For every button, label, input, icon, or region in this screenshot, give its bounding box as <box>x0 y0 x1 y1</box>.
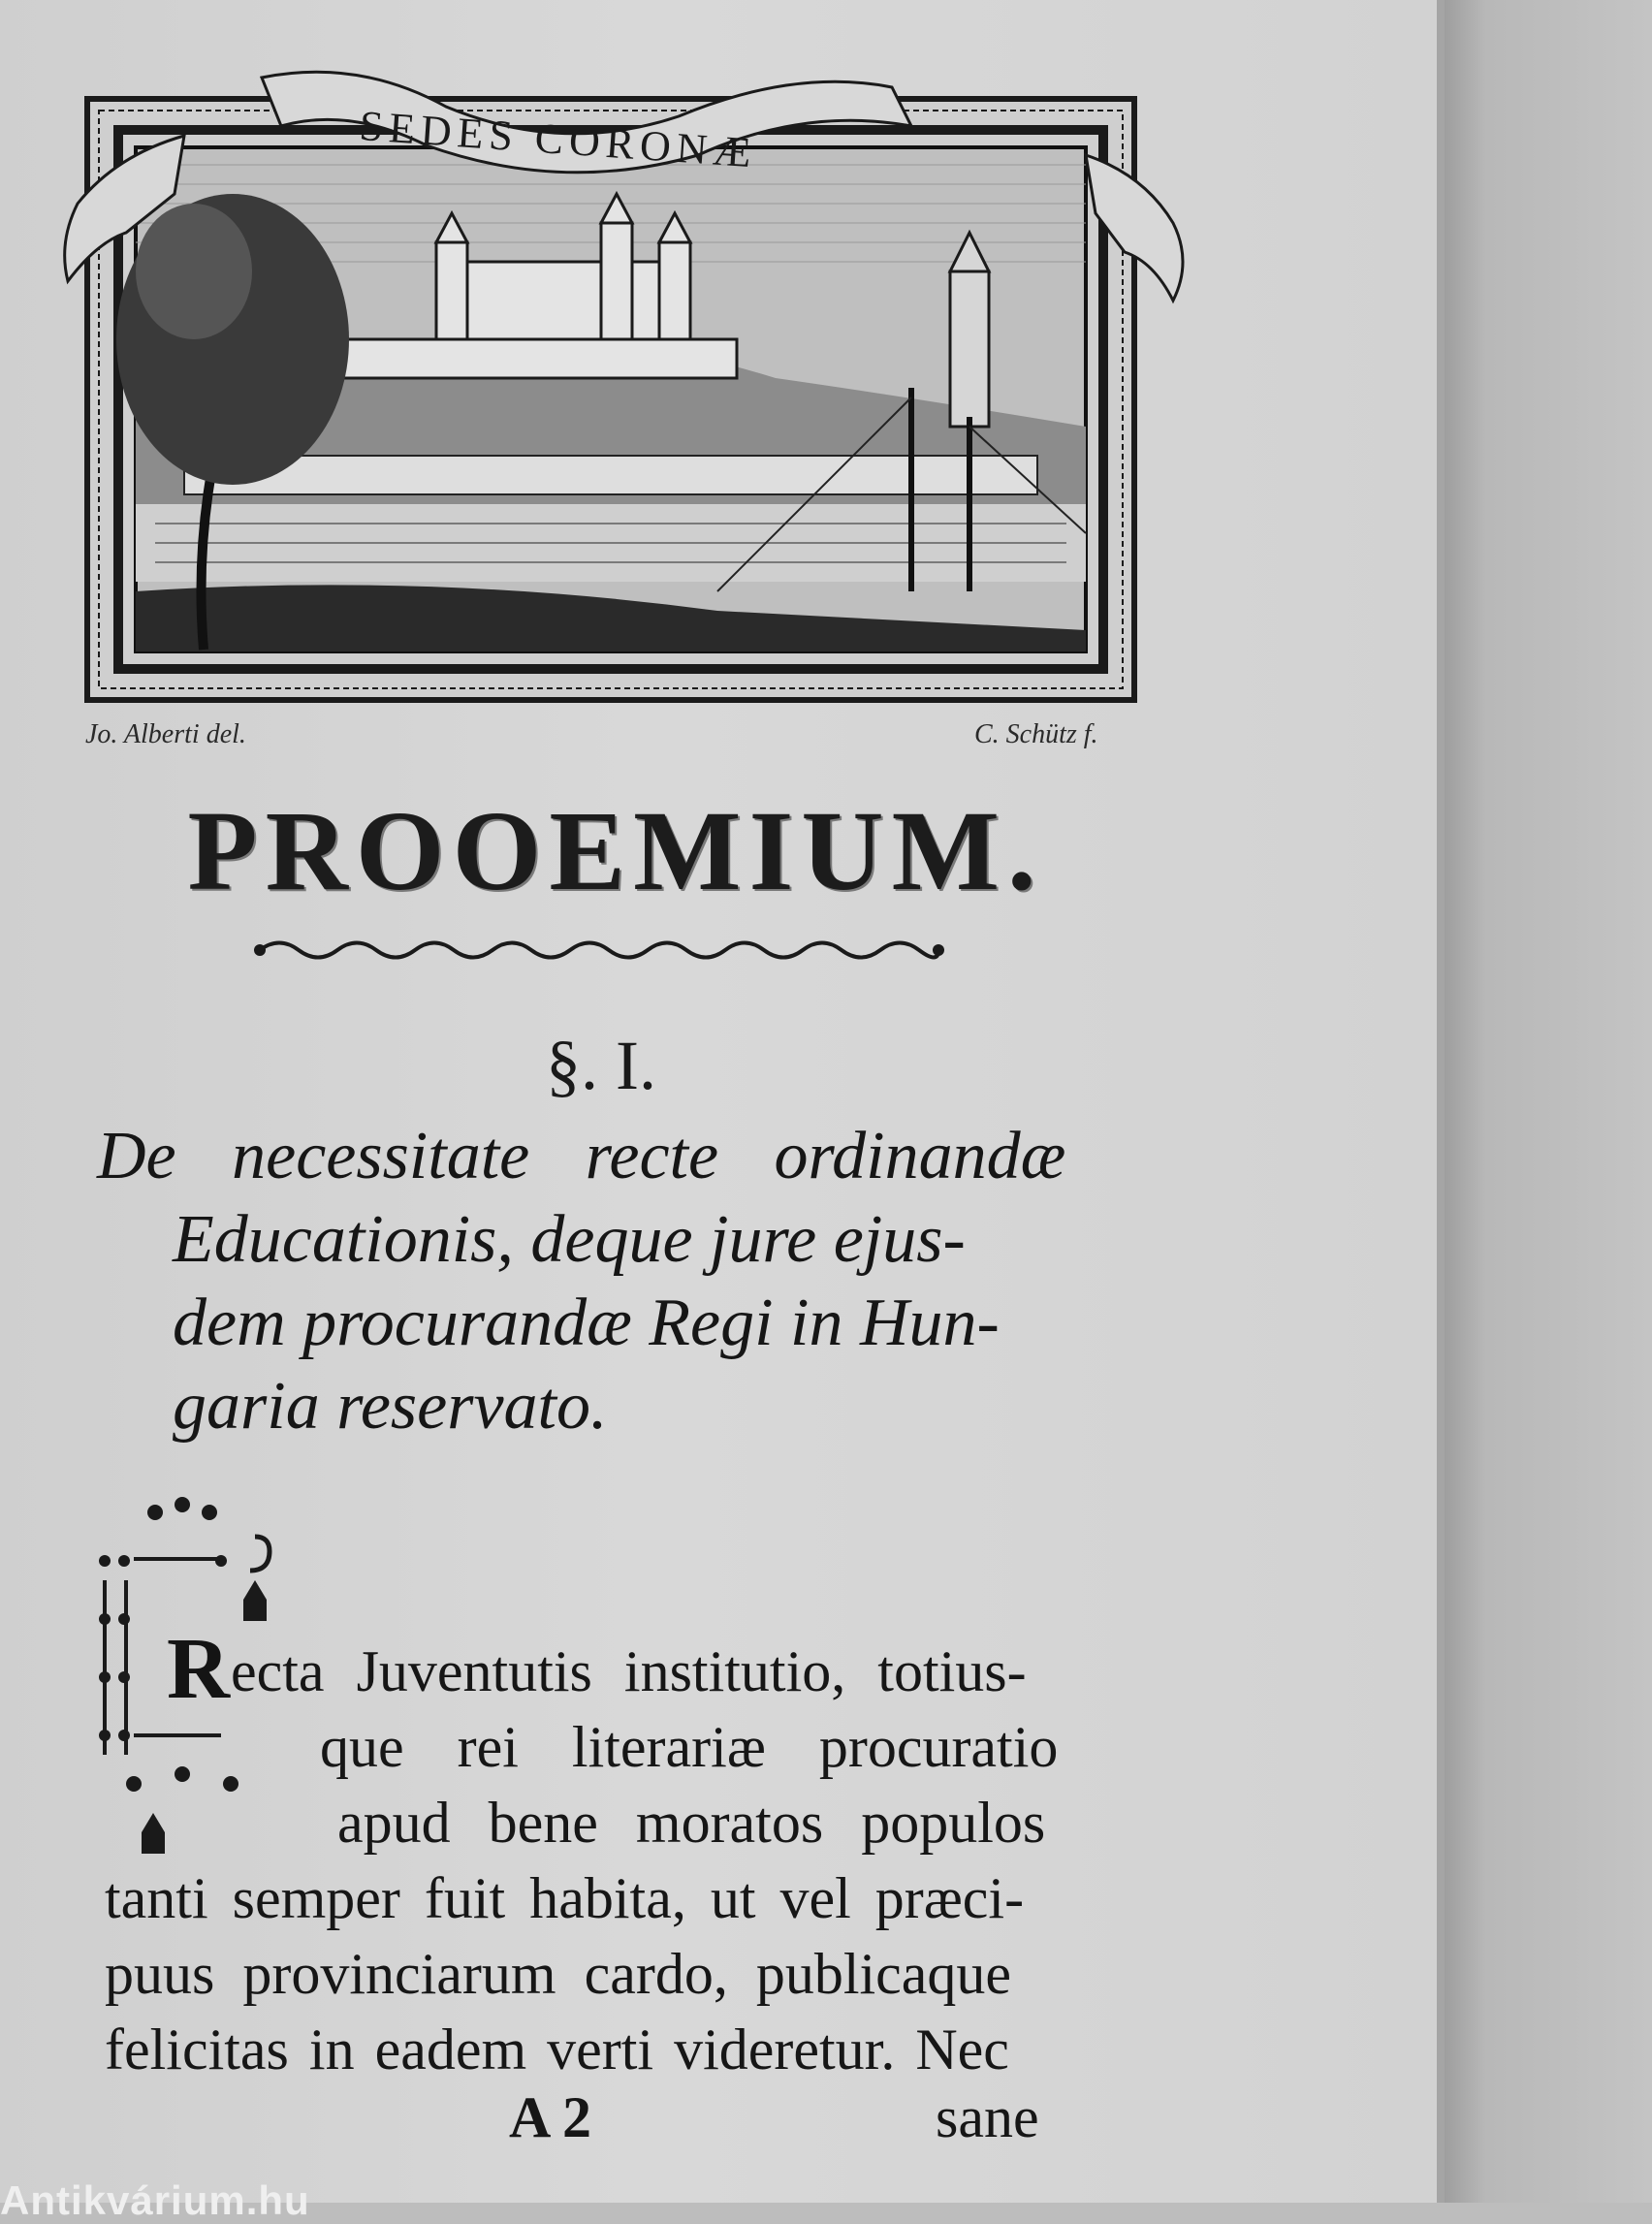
section-number: §. I. <box>546 1027 656 1104</box>
drop-cap-initial: R <box>167 1621 230 1717</box>
section-heading <box>97 1115 1125 1448</box>
page-title: PROOEMIUM. <box>187 787 1044 914</box>
heading-line-3: dem procurandæ Regi in Hun- <box>173 1286 1000 1360</box>
body-line-4: tanti semper fuit habita, ut vel præci- <box>105 1866 1025 1930</box>
watermark: Antikvárium.hu <box>0 2177 310 2223</box>
body-line-6: felicitas in eadem verti videretur. Nec <box>105 2017 1009 2081</box>
castle-engraving <box>39 48 1192 727</box>
body-line-1: ecta Juventutis institutio, totius- <box>231 1639 1027 1703</box>
heading-line-4: garia reservato. <box>173 1369 608 1444</box>
engraving-credit-engraver: C. Schütz f. <box>974 719 1098 749</box>
body-line-3: apud bene moratos populos <box>337 1791 1046 1855</box>
heading-line-2: Educationis, deque jure ejus- <box>173 1202 966 1277</box>
engraving-credit-designer: Jo. Alberti del. <box>85 719 246 749</box>
body-line-2: que rei literariæ procuratio <box>320 1715 1059 1779</box>
engraving-banner-text: SEDES CORONÆ <box>358 102 759 177</box>
ornament-rule-icon <box>250 936 948 965</box>
signature-mark: A 2 <box>509 2085 592 2149</box>
catchword: sane <box>936 2085 1039 2149</box>
body-line-5: puus provinciarum cardo, publicaque <box>105 1942 1012 2006</box>
heading-line-1: De necessitate recte ordinandæ <box>97 1119 1066 1193</box>
book-gutter <box>1445 0 1652 2203</box>
